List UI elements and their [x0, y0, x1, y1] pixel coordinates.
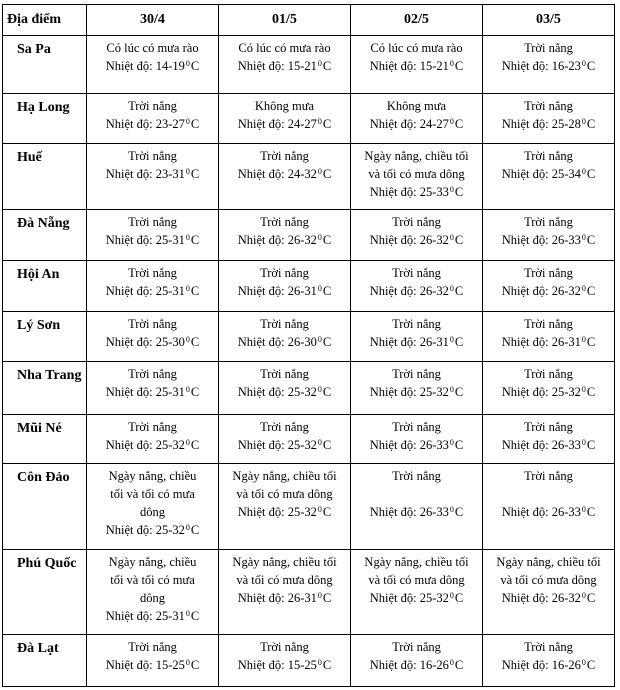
degree-sign: 0	[317, 335, 322, 344]
temperature-text: Nhiệt độ: $26-31^0C$	[369, 335, 464, 349]
degree-sign: 0	[449, 438, 454, 447]
temperature-text: Nhiệt độ: $16-26^0C$	[501, 658, 596, 672]
table-row	[3, 36, 615, 94]
forecast-cell	[87, 550, 219, 635]
forecast-cell	[219, 210, 351, 261]
temperature-text: Nhiệt độ: $16-23^0C$	[501, 59, 596, 73]
temperature-text: Nhiệt độ: $25-31^0C$	[105, 385, 200, 399]
temperature-text: Nhiệt độ: $14-19^0C$	[105, 59, 200, 73]
temperature-text: Nhiệt độ: $25-33^0C$	[369, 185, 464, 199]
temperature-text: Nhiệt độ: $26-31^0C$	[237, 284, 332, 298]
degree-sign: 0	[317, 284, 322, 293]
degree-sign: 0	[581, 658, 586, 667]
forecast-cell	[483, 464, 615, 550]
weather-text: Có lúc có mưa rào	[370, 41, 463, 55]
degree-sign: 0	[317, 385, 322, 394]
place-name: Nha Trang	[3, 362, 87, 415]
degree-sign: 0	[317, 505, 322, 514]
weather-text: Trời nắng	[524, 99, 573, 113]
temperature-text: Nhiệt độ: $26-32^0C$	[369, 284, 464, 298]
table-body	[3, 36, 615, 687]
weather-text: Trời nắng	[524, 149, 573, 163]
weather-text: Ngày nắng, chiều tối và tối có mưa dông	[232, 469, 337, 501]
weather-text: Trời nắng	[128, 99, 177, 113]
forecast-cell	[483, 415, 615, 464]
temperature-text: Nhiệt độ: $25-32^0C$	[369, 591, 464, 605]
forecast-cell	[87, 464, 219, 550]
degree-sign: 0	[449, 233, 454, 242]
forecast-cell	[351, 415, 483, 464]
weather-text: Trời nắng	[128, 317, 177, 331]
temperature-text: Nhiệt độ: $25-32^0C$	[369, 385, 464, 399]
degree-sign: 0	[449, 185, 454, 194]
weather-text: Trời nắng	[392, 215, 441, 229]
weather-text: Trời nắng	[260, 420, 309, 434]
weather-text: Trời nắng	[524, 215, 573, 229]
temperature-text: Nhiệt độ: $15-21^0C$	[237, 59, 332, 73]
weather-text: Trời nắng	[260, 640, 309, 654]
temperature-text: Nhiệt độ: $15-25^0C$	[105, 658, 200, 672]
table-row	[3, 94, 615, 144]
weather-text: Ngày nắng, chiều tối và tối có mưa dông	[232, 555, 337, 587]
forecast-cell	[351, 36, 483, 94]
forecast-cell	[483, 362, 615, 415]
forecast-cell	[483, 210, 615, 261]
temperature-text: Nhiệt độ: $25-32^0C$	[501, 385, 596, 399]
forecast-cell	[87, 635, 219, 687]
degree-sign: 0	[449, 505, 454, 514]
forecast-cell	[351, 210, 483, 261]
temperature-text: Nhiệt độ: $25-32^0C$	[105, 438, 200, 452]
temperature-text: Nhiệt độ: $25-31^0C$	[105, 233, 200, 247]
degree-sign: 0	[185, 59, 190, 68]
degree-sign: 0	[317, 591, 322, 600]
header-day: 02/5	[351, 5, 483, 36]
weather-text: Trời nắng	[128, 266, 177, 280]
table-row	[3, 415, 615, 464]
degree-sign: 0	[185, 609, 190, 618]
forecast-cell	[351, 464, 483, 550]
temperature-text: Nhiệt độ: $24-27^0C$	[237, 117, 332, 131]
temperature-text: Nhiệt độ: $26-32^0C$	[369, 233, 464, 247]
forecast-cell	[351, 312, 483, 362]
degree-sign: 0	[449, 284, 454, 293]
weather-text: Ngày nắng, chiều tối và tối có mưa dông	[108, 469, 197, 519]
temperature-text: Nhiệt độ: $25-32^0C$	[237, 385, 332, 399]
degree-sign: 0	[449, 658, 454, 667]
degree-sign: 0	[185, 523, 190, 532]
forecast-cell	[87, 36, 219, 94]
weather-text: Ngày nắng, chiều tối và tối có mưa dông	[364, 555, 469, 587]
weather-text: Trời nắng	[524, 266, 573, 280]
weather-text: Trời nắng	[392, 469, 441, 483]
forecast-cell	[351, 261, 483, 312]
degree-sign: 0	[317, 438, 322, 447]
weather-text: Ngày nắng, chiều tối và tối có mưa dông	[364, 149, 469, 181]
temperature-text: Nhiệt độ: $26-32^0C$	[501, 284, 596, 298]
degree-sign: 0	[185, 284, 190, 293]
forecast-cell	[219, 464, 351, 550]
degree-sign: 0	[581, 335, 586, 344]
weather-text: Trời nắng	[260, 317, 309, 331]
weather-text: Trời nắng	[392, 420, 441, 434]
weather-text: Trời nắng	[128, 367, 177, 381]
forecast-cell	[219, 261, 351, 312]
place-name: Đà Lạt	[3, 635, 87, 687]
temperature-text: Nhiệt độ: $24-32^0C$	[237, 167, 332, 181]
header-day: 01/5	[219, 5, 351, 36]
degree-sign: 0	[449, 591, 454, 600]
forecast-cell	[219, 312, 351, 362]
temperature-text: Nhiệt độ: $26-31^0C$	[501, 335, 596, 349]
table-row	[3, 312, 615, 362]
header-row	[3, 5, 615, 36]
forecast-cell	[87, 144, 219, 210]
degree-sign: 0	[449, 385, 454, 394]
temperature-text: Nhiệt độ: $25-30^0C$	[105, 335, 200, 349]
temperature-text: Nhiệt độ: $24-27^0C$	[369, 117, 464, 131]
degree-sign: 0	[185, 233, 190, 242]
temperature-text: Nhiệt độ: $25-31^0C$	[105, 284, 200, 298]
temperature-text: Nhiệt độ: $25-32^0C$	[237, 505, 332, 519]
forecast-cell	[219, 550, 351, 635]
degree-sign: 0	[185, 167, 190, 176]
degree-sign: 0	[581, 233, 586, 242]
temperature-text: Nhiệt độ: $23-27^0C$	[105, 117, 200, 131]
temperature-text: Nhiệt độ: $15-25^0C$	[237, 658, 332, 672]
temperature-text: Nhiệt độ: $23-31^0C$	[105, 167, 200, 181]
temperature-text: Nhiệt độ: $15-21^0C$	[369, 59, 464, 73]
weather-text: Trời nắng	[524, 317, 573, 331]
temperature-text: Nhiệt độ: $25-32^0C$	[105, 523, 200, 537]
forecast-cell	[483, 312, 615, 362]
place-name: Lý Sơn	[3, 312, 87, 362]
table-row	[3, 550, 615, 635]
weather-text: Trời nắng	[392, 317, 441, 331]
forecast-cell	[219, 36, 351, 94]
table-row	[3, 464, 615, 550]
forecast-cell	[351, 550, 483, 635]
degree-sign: 0	[185, 658, 190, 667]
forecast-cell	[219, 144, 351, 210]
temperature-text: Nhiệt độ: $26-33^0C$	[369, 505, 464, 519]
forecast-cell	[483, 635, 615, 687]
weather-text: Trời nắng	[524, 640, 573, 654]
forecast-cell	[87, 94, 219, 144]
place-name: Đà Nẵng	[3, 210, 87, 261]
forecast-cell	[483, 94, 615, 144]
temperature-text: Nhiệt độ: $26-33^0C$	[369, 438, 464, 452]
temperature-text: Nhiệt độ: $25-34^0C$	[501, 167, 596, 181]
weather-text: Trời nắng	[128, 640, 177, 654]
temperature-text: Nhiệt độ: $26-31^0C$	[237, 591, 332, 605]
place-name: Sa Pa	[3, 36, 87, 94]
degree-sign: 0	[185, 438, 190, 447]
degree-sign: 0	[185, 335, 190, 344]
header-place: Địa điểm	[3, 5, 87, 36]
forecast-cell	[351, 144, 483, 210]
weather-text: Trời nắng	[392, 266, 441, 280]
temperature-text: Nhiệt độ: $26-33^0C$	[501, 505, 596, 519]
weather-text: Trời nắng	[260, 266, 309, 280]
degree-sign: 0	[449, 59, 454, 68]
weather-text: Trời nắng	[392, 367, 441, 381]
degree-sign: 0	[581, 505, 586, 514]
forecast-cell	[219, 635, 351, 687]
table-row	[3, 144, 615, 210]
degree-sign: 0	[581, 591, 586, 600]
temperature-text: Nhiệt độ: $16-26^0C$	[369, 658, 464, 672]
degree-sign: 0	[581, 59, 586, 68]
degree-sign: 0	[185, 117, 190, 126]
weather-text: Có lúc có mưa rào	[238, 41, 331, 55]
weather-text: Trời nắng	[128, 215, 177, 229]
forecast-cell	[87, 210, 219, 261]
degree-sign: 0	[317, 233, 322, 242]
forecast-cell	[351, 94, 483, 144]
temperature-text: Nhiệt độ: $25-31^0C$	[105, 609, 200, 623]
degree-sign: 0	[317, 117, 322, 126]
weather-text: Trời nắng	[128, 420, 177, 434]
temperature-text: Nhiệt độ: $26-33^0C$	[501, 438, 596, 452]
temperature-text: Nhiệt độ: $26-33^0C$	[501, 233, 596, 247]
forecast-cell	[87, 312, 219, 362]
place-name: Hạ Long	[3, 94, 87, 144]
forecast-cell	[351, 362, 483, 415]
header-day: 03/5	[483, 5, 615, 36]
degree-sign: 0	[449, 335, 454, 344]
degree-sign: 0	[581, 167, 586, 176]
weather-text: Trời nắng	[260, 215, 309, 229]
degree-sign: 0	[581, 284, 586, 293]
degree-sign: 0	[581, 117, 586, 126]
weather-text: Không mưa	[254, 99, 315, 113]
degree-sign: 0	[317, 59, 322, 68]
table-row	[3, 362, 615, 415]
degree-sign: 0	[449, 117, 454, 126]
degree-sign: 0	[581, 438, 586, 447]
degree-sign: 0	[317, 167, 322, 176]
weather-text: Có lúc có mưa rào	[106, 41, 199, 55]
place-name: Phú Quốc	[3, 550, 87, 635]
weather-forecast-table	[2, 4, 615, 687]
forecast-cell	[87, 261, 219, 312]
forecast-cell	[351, 635, 483, 687]
header-day: 30/4	[87, 5, 219, 36]
temperature-text: Nhiệt độ: $25-32^0C$	[237, 438, 332, 452]
forecast-cell	[483, 550, 615, 635]
weather-text: Trời nắng	[524, 420, 573, 434]
forecast-cell	[219, 415, 351, 464]
forecast-cell	[483, 36, 615, 94]
forecast-cell	[87, 362, 219, 415]
degree-sign: 0	[185, 385, 190, 394]
forecast-cell	[483, 261, 615, 312]
forecast-cell	[483, 144, 615, 210]
place-name: Côn Đảo	[3, 464, 87, 550]
forecast-cell	[87, 415, 219, 464]
degree-sign: 0	[317, 658, 322, 667]
table-row	[3, 261, 615, 312]
weather-text: Trời nắng	[260, 367, 309, 381]
weather-text: Trời nắng	[524, 469, 573, 483]
table-row	[3, 635, 615, 687]
weather-text: Ngày nắng, chiều tối và tối có mưa dông	[108, 555, 197, 605]
weather-text: Trời nắng	[392, 640, 441, 654]
table-row	[3, 210, 615, 261]
place-name: Mũi Né	[3, 415, 87, 464]
forecast-cell	[219, 362, 351, 415]
weather-text: Trời nắng	[524, 367, 573, 381]
weather-text: Không mưa	[386, 99, 447, 113]
temperature-text: Nhiệt độ: $26-32^0C$	[237, 233, 332, 247]
place-name: Hội An	[3, 261, 87, 312]
weather-text: Trời nắng	[128, 149, 177, 163]
weather-text: Ngày nắng, chiều tối và tối có mưa dông	[496, 555, 601, 587]
temperature-text: Nhiệt độ: $25-28^0C$	[501, 117, 596, 131]
weather-text: Trời nắng	[260, 149, 309, 163]
temperature-text: Nhiệt độ: $26-30^0C$	[237, 335, 332, 349]
weather-text: Trời nắng	[524, 41, 573, 55]
forecast-cell	[219, 94, 351, 144]
temperature-text: Nhiệt độ: $26-32^0C$	[501, 591, 596, 605]
place-name: Huế	[3, 144, 87, 210]
degree-sign: 0	[581, 385, 586, 394]
